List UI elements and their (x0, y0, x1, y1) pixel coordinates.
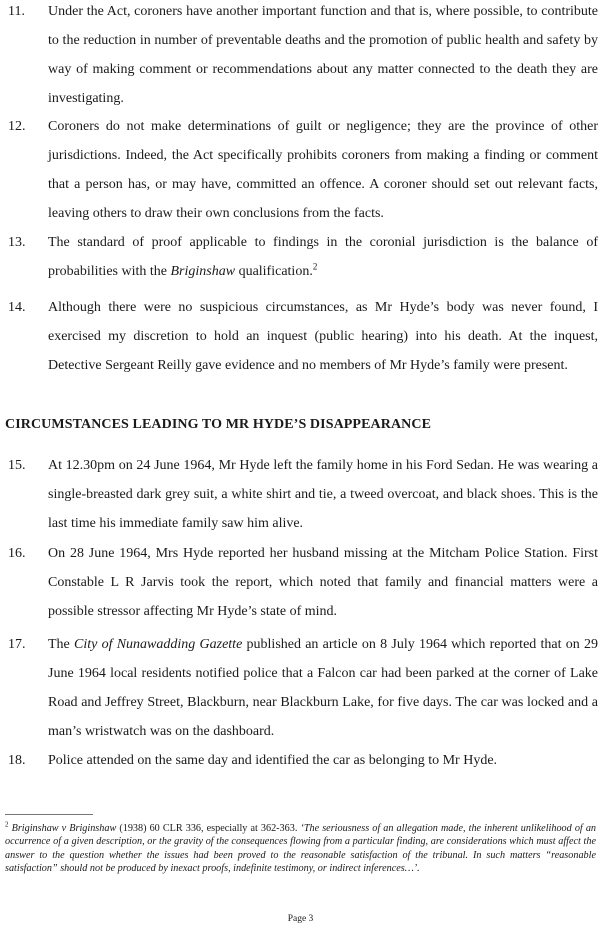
paragraph-text: Police attended on the same day and identified the car as belonging to Mr Hyde. (48, 753, 498, 768)
case-name: Briginshaw (170, 264, 236, 279)
paragraph-text: On 28 June 1964, Mrs Hyde reported her husband missing at the Mitcham Police Station. First Constable L R Jarvis took the report, which noted that family and financial matters were a possible stressor affecting Mr Hyde’s state of mind. (48, 546, 598, 619)
footnote-quote: ‘The seriousness of an allegation made, the inherent unlikelihood of an occurrence of a given description, or the gravity of the consequences flowing from a particular finding, are considerations which must affect the answer to the question whether the issues had been proved to the reasonable satisfaction of the tribunal. In such matters “reasonable satisfaction” should not be produced by inexact proofs, indefinite testimony, or indirect inferences…’. (5, 823, 597, 875)
footnote-divider (5, 814, 93, 815)
section-heading: CIRCUMSTANCES LEADING TO MR HYDE’S DISAPPEARANCE (5, 417, 432, 432)
paragraph-text: Although there were no suspicious circumstances, as Mr Hyde’s body was never found, I exercised my discretion to hold an inquest (public hearing) into his death. At the inquest, Detective Sergeant Reilly gave evidence and no members of Mr Hyde’s family were present. (48, 300, 598, 373)
paragraph-text: Coroners do not make determinations of guilt or negligence; they are the province of other jurisdictions. Indeed, the Act specifically prohibits coroners from making a finding or comment that a person has, or may have, committed an offence. A coroner should set out relevant facts, leaving others to draw their own conclusions from the facts. (48, 119, 598, 221)
paragraph-number: 13. (8, 235, 26, 250)
paragraph-text: At 12.30pm on 24 June 1964, Mr Hyde left the family home in his Ford Sedan. He was wearing a single-breasted dark grey suit, a white shirt and tie, a tweed overcoat, and black shoes. This is the last time his immediate family saw him alive. (48, 458, 598, 531)
paragraph-number: 14. (8, 300, 26, 315)
footnote-reference: 2 (312, 261, 318, 272)
footnote-marker: 2 (5, 820, 9, 829)
paragraph-number: 16. (8, 546, 26, 561)
publication-name: City of Nunawadding Gazette (74, 637, 243, 652)
footnote-citation: Briginshaw v Briginshaw (11, 823, 117, 834)
page-number: Page 3 (287, 914, 314, 924)
paragraph-text: The standard of proof applicable to findings in the coronial jurisdiction is the balance of probabilities with the Briginshaw qualification.$^2$ (48, 235, 598, 279)
paragraph-number: 11. (8, 4, 25, 19)
footnote: $^2$ Briginshaw v Briginshaw (1938) 60 CLR 336, especially at 362-363. ‘The seriousness of an allegation made, the inherent unlikelihood of an occurrence of a given description, or the gravity of the consequences flowing from a particular finding, are considerations which must affect the answer to the question whether the issues had been proved to the reasonable satisfaction of the tribunal. In such matters “reasonable satisfaction” should not be produced by inexact proofs, indefinite testimony, or indirect inferences…’. (5, 820, 597, 875)
paragraph-text: The City of Nunawadding Gazette published an article on 8 July 1964 which reported that on 29 June 1964 local residents notified police that a Falcon car had been parked at the corner of Lake Road and Jeffrey Street, Blackburn, near Blackburn Lake, for five days. The car was locked and a man’s wristwatch was on the dashboard. (48, 637, 598, 739)
paragraph-number: 18. (8, 753, 26, 768)
paragraph-number: 12. (8, 119, 26, 134)
paragraph-number: 15. (8, 458, 26, 473)
paragraph-number: 17. (8, 637, 26, 652)
paragraph-text: Under the Act, coroners have another important function and that is, where possible, to contribute to the reduction in number of preventable deaths and the promotion of public health and safety by way of making comment or recommendations about any matter connected to the death they are investigating. (48, 4, 598, 106)
